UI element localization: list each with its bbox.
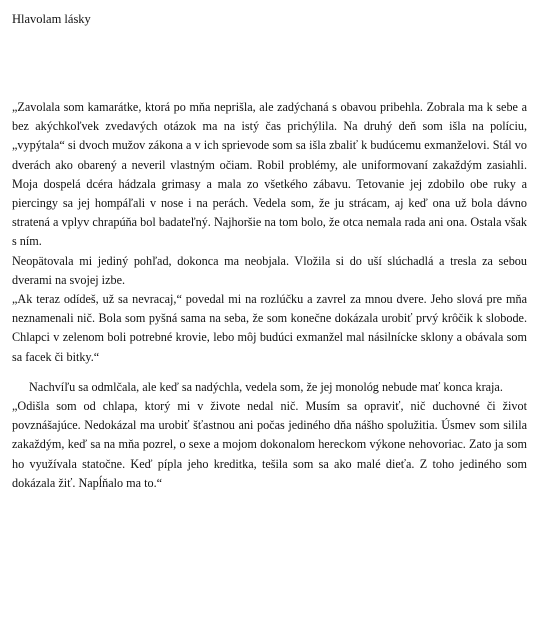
document-body xyxy=(12,98,527,493)
paragraph: Neopätovala mi jediný pohľad, dokonca ma neobjala. Vložila si do uší slúchadlá a tresla za sebou dverami na svojej izbe. xyxy=(12,253,527,287)
paragraph-spacer xyxy=(12,367,527,378)
paragraph: „Zavolala som kamarátke, ktorá po mňa neprišla, ale zadýchaná s obavou pribehla. Zobrala ma k sebe a bez akýchkoľvek zvedavých otázok ma na istý čas prichýlila. Na druhý deň som išla na políciu, „vypýtala“ si dvoch mužov zákona a v ich sprievode som sa išla zbaliť k budúcemu exmanželovi. Stál vo dverách ako obarený a neveril vlastným očiam. Robil problémy, ale uniformovaní zakaždým zasiahli. Moja dospelá dcéra hádzala grimasy a mala zo všetkého zábavu. Tetovanie jej zdobilo obe ruky a piercingy sa jej hompáľali v nose i na perách. Vedela som, že ju strácam, aj keď ona už bola dávno stratená a vplyv chrapúňa bol badateľný. Najhoršie na tom bolo, že otca nemala rada ani ona. Ostala však s ním. xyxy=(12,100,527,249)
paragraph: „Odišla som od chlapa, ktorý mi v živote nedal nič. Musím sa opraviť, nič duchovné či život povznášajúce. Nedokázal ma urobiť šťastnou ani počas jediného dňa nášho spolužitia. Úsmev som silila zakaždým, keď sa na mňa pozrel, o sexe a mojom dokonalom hereckom výkone nehovoriac. Zato ja som ho využívala statočne. Keď pípla jeho kreditka, tešila som sa ako malé dieťa. Z toho jediného som dokázala žiť. Napĺňalo ma to.“ xyxy=(12,399,527,490)
document-title: Hlavolam lásky xyxy=(12,12,91,26)
paragraph: „Ak teraz odídeš, už sa nevracaj,“ povedal mi na rozlúčku a zavrel za mnou dvere. Jeho slová pre mňa neznamenali nič. Bola som pyšná sama na seba, že som konečne dokázala urobiť prvý krôčik k slobode. Chlapci v zelenom boli potrebné krovie, lebo môj budúci exmanžel mal násilnícke sklony a obávala som sa facek či bitky.“ xyxy=(12,292,527,364)
paragraph: Nachvíľu sa odmlčala, ale keď sa nadýchla, vedela som, že jej monológ nebude mať konca kraja. xyxy=(29,379,503,394)
